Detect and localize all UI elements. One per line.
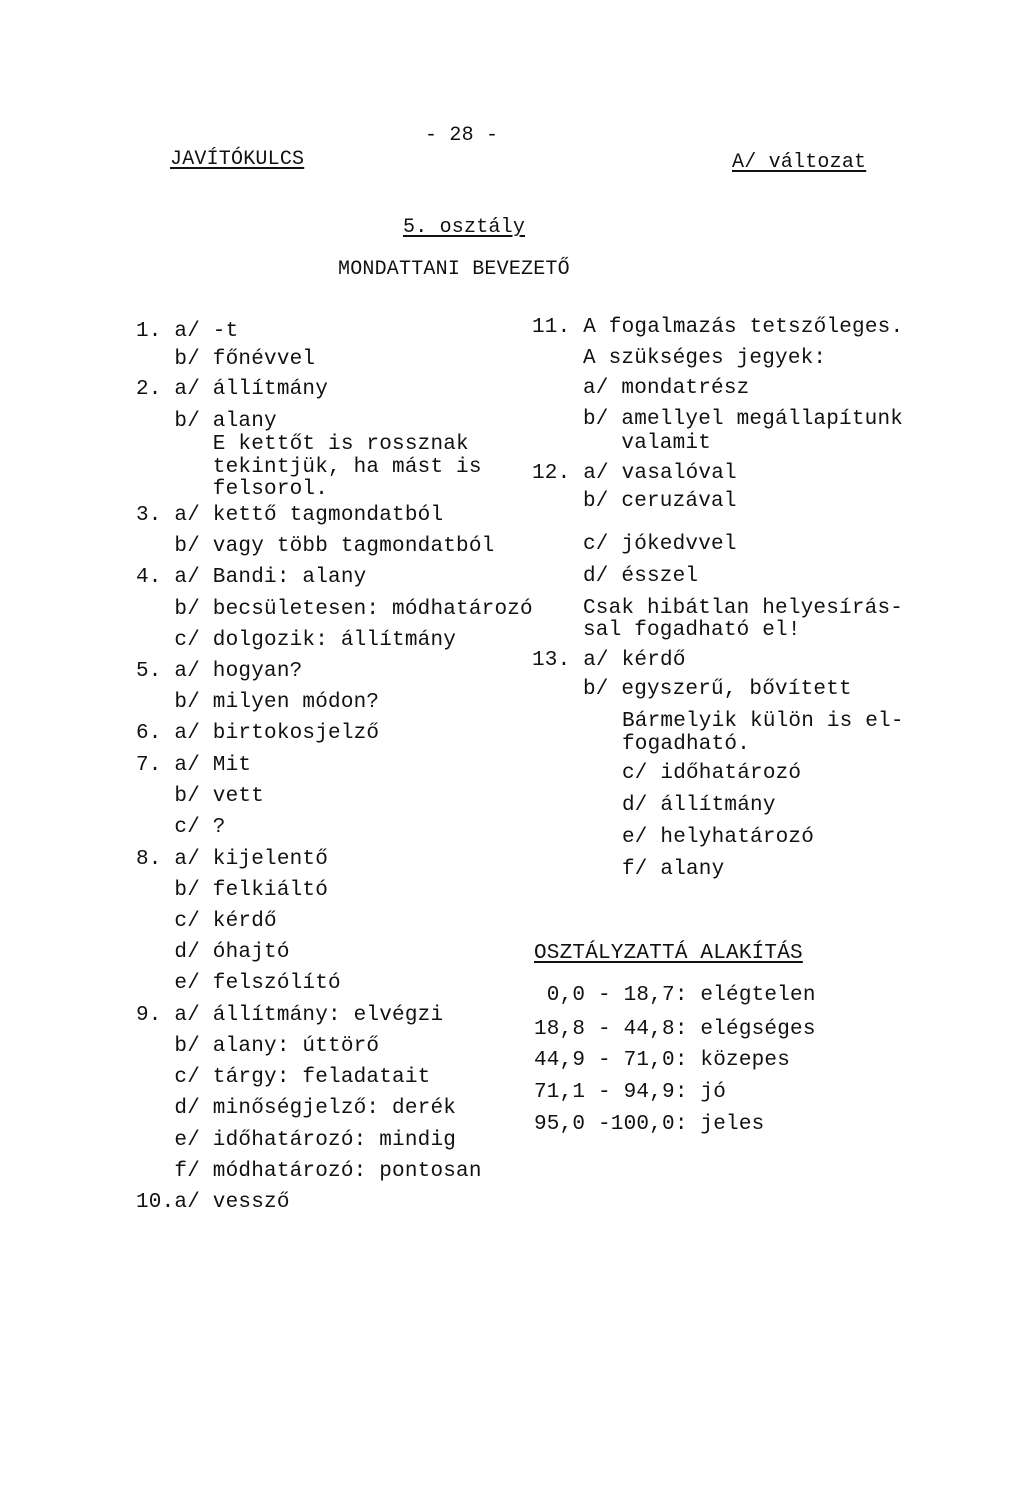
answer-line: d/ ésszel [583,565,699,588]
answer-line: Bármelyik külön is el- [622,710,904,733]
answer-line: b/ amellyel megállapítunk [583,408,904,431]
answer-line: b/ egyszerű, bővített [583,678,852,701]
answer-line: Csak hibátlan helyesírás- [583,597,904,620]
answer-line: b/ alany: úttörő [136,1035,380,1058]
grade-title: 5. osztály [403,216,526,239]
grading-row: 95,0 -100,0: jeles [534,1113,765,1136]
answer-line: d/ minőségjelző: derék [136,1097,457,1120]
answer-line: b/ főnévvel [136,348,316,371]
answer-line: 3. a/ kettő tagmondatból [136,504,444,527]
answer-line: 7. a/ Mit [136,754,252,777]
answer-line: f/ alany [622,858,725,881]
grading-row: 71,1 - 94,9: jó [534,1081,727,1104]
answer-line: fogadható. [622,733,751,756]
answer-note: tekintjük, ha mást is [136,456,482,479]
answer-note: E kettőt is rossznak [136,433,469,456]
answer-line: 5. a/ hogyan? [136,660,303,683]
answer-line: 4. a/ Bandi: alany [136,566,367,589]
answer-line: c/ kérdő [136,910,277,933]
answer-line: a/ mondatrész [583,377,750,400]
answer-line: c/ tárgy: feladatait [136,1066,431,1089]
answer-line: 2. a/ állítmány [136,378,329,401]
answer-line: f/ módhatározó: pontosan [136,1160,482,1183]
answer-line: 13. a/ kérdő [532,649,686,672]
answer-note: felsorol. [136,478,329,501]
answer-line: e/ helyhatározó [622,826,815,849]
answer-line: 11. A fogalmazás tetszőleges. [532,316,904,339]
answer-line: sal fogadható el! [583,619,801,642]
answer-line: b/ ceruzával [583,490,737,513]
answer-line: d/ állítmány [622,794,776,817]
answer-line: b/ felkiáltó [136,879,329,902]
answer-line: c/ ? [136,816,226,839]
answer-line: 8. a/ kijelentő [136,848,329,871]
answer-line: A szükséges jegyek: [583,347,827,370]
answer-line: d/ óhajtó [136,941,290,964]
grading-row: 18,8 - 44,8: elégséges [534,1018,816,1041]
answer-line: b/ alany [136,410,277,433]
page-number: - 28 - [425,124,499,147]
answer-line: valamit [583,432,712,455]
answer-line: e/ időhatározó: mindig [136,1129,457,1152]
answer-line: 9. a/ állítmány: elvégzi [136,1004,444,1027]
answer-line: 12. a/ vasalóval [532,462,737,485]
answer-key-title: JAVÍTÓKULCS [170,148,305,171]
answer-line: b/ vett [136,785,265,808]
answer-line: b/ milyen módon? [136,691,380,714]
answer-line: 6. a/ birtokosjelző [136,722,380,745]
answer-line: b/ vagy több tagmondatból [136,535,495,558]
grading-row: 0,0 - 18,7: elégtelen [534,984,816,1007]
version-label: A/ változat [732,151,867,174]
answer-line: b/ becsületesen: módhatározó [136,598,533,621]
subject-title: MONDATTANI BEVEZETŐ [338,258,570,281]
answer-line: c/ jókedvvel [583,533,737,556]
answer-line: e/ felszólító [136,972,341,995]
answer-line: c/ dolgozik: állítmány [136,629,457,652]
answer-line: c/ időhatározó [622,762,802,785]
grading-row: 44,9 - 71,0: közepes [534,1049,791,1072]
grading-title: OSZTÁLYZATTÁ ALAKÍTÁS [534,942,803,965]
answer-line: 1. a/ -t [136,320,239,343]
answer-line: 10.a/ vessző [136,1191,290,1214]
